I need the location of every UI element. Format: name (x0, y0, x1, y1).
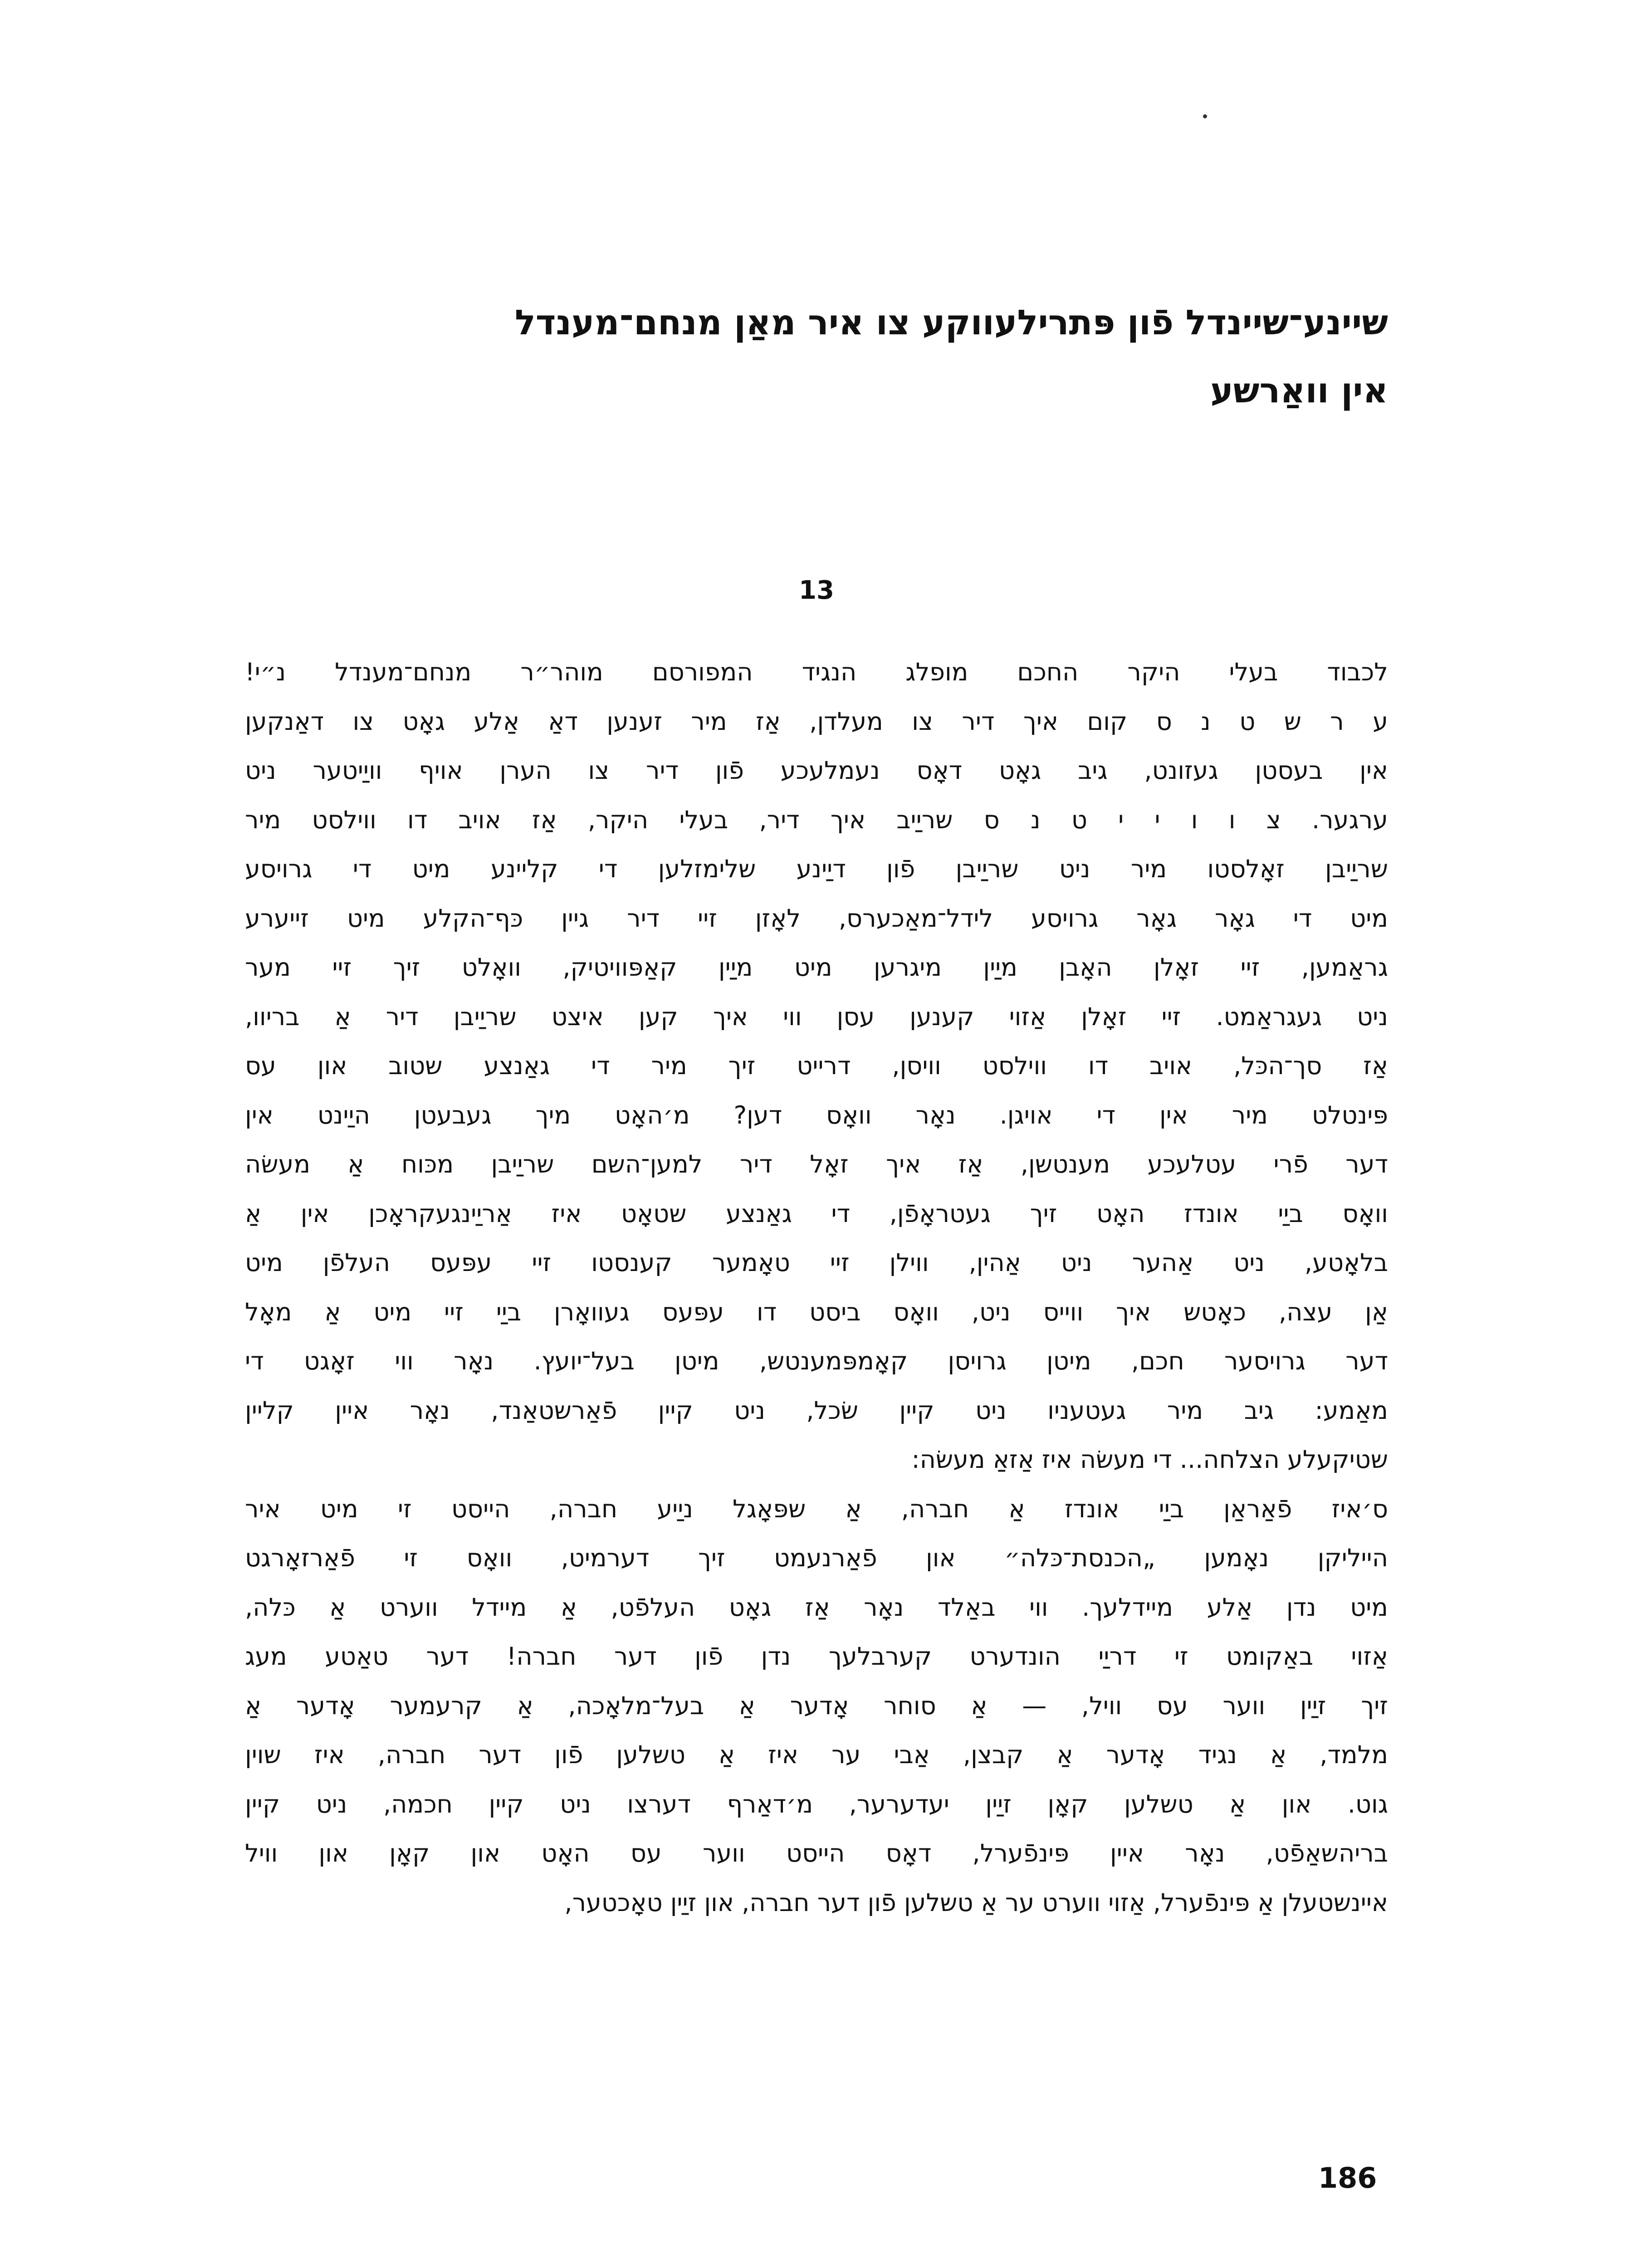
letter-number: 13 (799, 576, 834, 605)
text-line: אַזוי באַקומט זי דריַי הונדערט קערבלעך נדן פֿון דער חברה! דער טאַטע מעג (245, 1642, 1388, 1671)
text-line: מיט די גאָר גאָר גרויסע לידל־מאַכערס, לאָזן זיי דיר גיין כּף־הקלע מיט זייערע (245, 904, 1388, 933)
page-number: 186 (1318, 2161, 1377, 2195)
text-line: אַז סך־הכּל, אויב דו ווילסט וויסן, דרייט זיך מיר די גאַנצע שטוב און עס (245, 1051, 1388, 1080)
text-line: זיך זיַין ווער עס וויל, — אַ סוחר אָדער אַ בעל־מלאָכה, אַ קרעמער אָדער אַ (245, 1691, 1388, 1720)
text-line: הייליקן נאָמען „הכנסת־כּלה״ און פֿאַרנעמט זיך דערמיט, וואָס זי פֿאַרזאָרגט (245, 1544, 1388, 1572)
chapter-title (227, 288, 1388, 425)
print-speck (1203, 114, 1207, 118)
text-line: אין בעסטן געזונט, גיב גאָט דאָס נעמלעכע פֿון דיר צו הערן אויף וויַיטער ניט (245, 756, 1388, 785)
text-line: ע ר ש ט נ ס קום איך דיר צו מעלדן, אַז מיר זענען דאַ אַלע גאָט צו דאַנקען (245, 707, 1388, 736)
text-line: מיט נדן אַלע מיידלעך. ווי באַלד נאָר אַז גאָט העלפֿט, אַ מיידל ווערט אַ כּלה, (245, 1593, 1388, 1622)
text-line: ערגער. צ ו ו י י ט נ ס שריַיב איך דיר, בעלי היקר, אַז אויב דו ווילסט מיר (245, 805, 1388, 834)
text-line: גראַמען, זיי זאָלן האָבן מיַין מיגרען מיט מיַין קאַפּוויטיק, וואָלט זיך זיי מער (245, 953, 1388, 982)
text-line: פּינטלט מיר אין די אויגן. נאָר וואָס דען? מ׳האָט מיך געבעטן היַינט אין (245, 1100, 1388, 1129)
chapter-title-line-2: אין וואַרשע (1210, 370, 1388, 411)
chapter-title-line-1: שיינע־שיינדל פֿון פּתרילעווקע צו איר מאַן מנחם־מענדל (514, 302, 1388, 342)
text-line: איינשטעלן אַ פּינפֿערל, אַזוי ווערט ער אַ טשלען פֿון דער חברה, און זיַין טאָכטער, (564, 1888, 1388, 1917)
text-line: בריהשאַפֿט, נאָר איין פּינפֿערל, דאָס הייסט ווער עס האָט און קאָן און וויל (245, 1839, 1388, 1867)
text-line: שטיקעלע הצלחה... די מעשׂה איז אַזאַ מעשׂה: (911, 1445, 1388, 1474)
text-line: ניט געגראַמט. זיי זאָלן אַזוי קענען עסן ווי איך קען איצט שריַיבן דיר אַ בריוו, (245, 1002, 1388, 1031)
text-line: מלמד, אַ נגיד אָדער אַ קבצן, אַבי ער איז אַ טשלען פֿון דער חברה, איז שוין (245, 1740, 1388, 1769)
text-line: אַן עצה, כאָטש איך ווייס ניט, וואָס ביסט דו עפּעס געוואָרן ביַי זיי מיט אַ מאָל (245, 1297, 1388, 1326)
text-line: לכבוד בעלי היקר החכם מופלג הנגיד המפורסם מוהר״ר מנחם־מענדל נ״י! (245, 658, 1388, 686)
text-line: ס׳איז פֿאַראַן ביַי אונדז אַ חברה, אַ שפּאָגל ניַיע חברה, הייסט זי מיט איר (245, 1494, 1388, 1523)
text-line: דער גרויסער חכם, מיטן גרויסן קאָמפּמענטש, מיטן בעל־יועץ. נאָר ווי זאָגט די (245, 1347, 1388, 1375)
text-line: בלאָטע, ניט אַהער ניט אַהין, ווילן זיי טאָמער קענסטו זיי עפּעס העלפֿן מיט (245, 1248, 1388, 1277)
text-line: שריַיבן זאָלסטו מיר ניט שריַיבן פֿון דיַינע שלימזלען די קליינע מיט די גרויסע (245, 855, 1388, 883)
letter-body (245, 648, 1388, 1927)
text-line: וואָס ביַי אונדז האָט זיך געטראָפֿן, די גאַנצע שטאָט איז אַריַינגעקראָכן אין אַ (245, 1199, 1388, 1228)
text-line: גוט. און אַ טשלען קאָן זיַין יעדערער, מ׳דאַרף דערצו ניט קיין חכמה, ניט קיין (245, 1789, 1388, 1818)
text-line: מאַמע: גיב מיר געטעניו ניט קיין שׂכל, ניט קיין פֿאַרשטאַנד, נאָר איין קליין (245, 1396, 1388, 1425)
text-line: דער פֿרי עטלעכע מענטשן, אַז איך זאָל דיר למען־השם שריַיבן מכּוח אַ מעשׂה (245, 1150, 1388, 1178)
